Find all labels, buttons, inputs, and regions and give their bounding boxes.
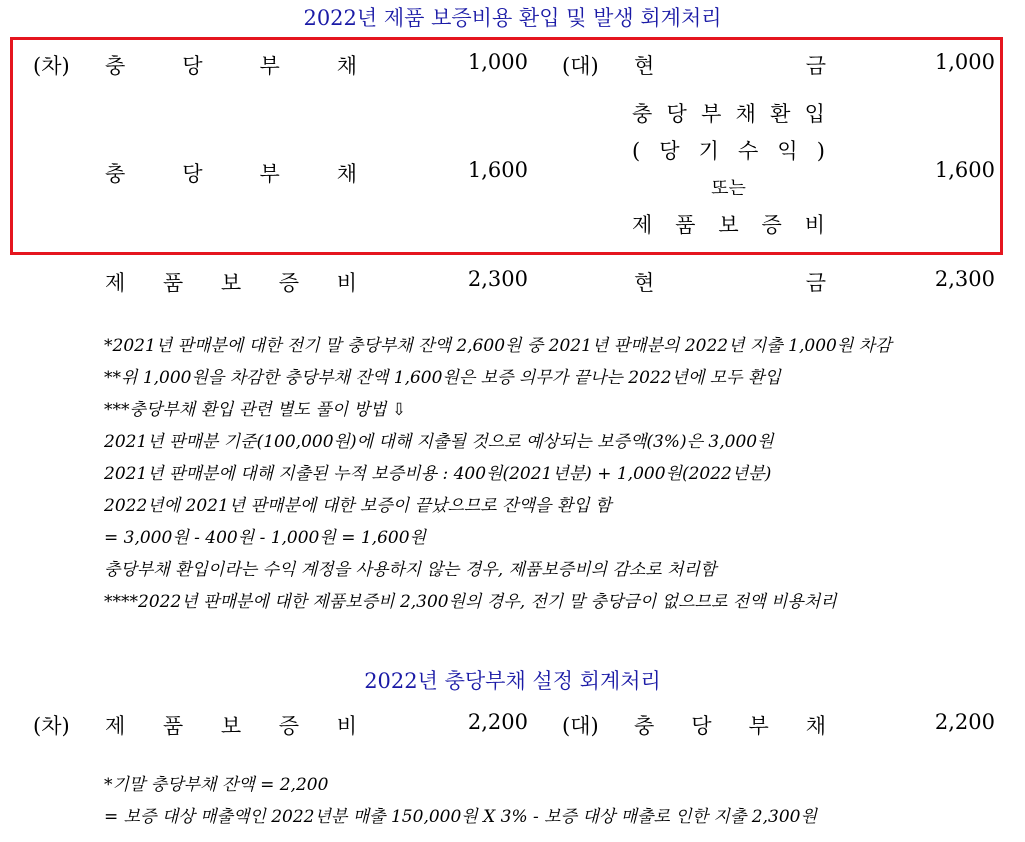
- debit-account: 충 당 부 채: [105, 54, 357, 78]
- credit-account: 현 금: [634, 271, 826, 295]
- debit-amount: 2,300: [467, 267, 528, 291]
- credit-line-reversal: 충 당 부 채 환 입: [632, 102, 825, 126]
- note-line: 2022년에 2021년 판매분에 대한 보증이 끝났으므로 잔액을 환입 함: [104, 496, 612, 516]
- debit-account: 충 당 부 채: [105, 162, 357, 186]
- note-line: **위 1,000원을 차감한 충당부채 잔액 1,600원은 보증 의무가 끝나는 2022년에 모두 환입: [104, 368, 781, 388]
- credit-account: 현 금: [634, 54, 826, 78]
- credit-amount: 2,200: [934, 710, 995, 734]
- journal-entry-row-1: [0, 50, 1025, 90]
- credit-amount: 2,300: [934, 267, 995, 291]
- credit-amount: 1,000: [934, 50, 995, 74]
- debit-amount: 1,600: [467, 158, 528, 182]
- credit-amount: 1,600: [934, 158, 995, 182]
- journal-entry-row-2: [0, 158, 1025, 198]
- journal-entry-provision: [0, 710, 1025, 750]
- debit-amount: 2,200: [467, 710, 528, 734]
- section-title-reversal: 2022년 제품 보증비용 환입 및 발생 회계처리: [303, 6, 722, 30]
- journal-entry-row-3: [0, 267, 1025, 307]
- credit-line-or: 또는: [711, 178, 746, 199]
- note-line: ***충당부채 환입 관련 별도 풀이 방법 ⇩: [104, 400, 407, 420]
- note-line: 2021년 판매분에 대해 지출된 누적 보증비용 : 400원(2021년분) + 1,000원(2022년분): [104, 464, 772, 484]
- note-line: ****2022년 판매분에 대한 제품보증비 2,300원의 경우, 전기 말 충당금이 없으므로 전액 비용처리: [104, 592, 837, 612]
- note-line: = 보증 대상 매출액인 2022년분 매출 150,000원 X 3% - 보증 대상 매출로 인한 지출 2,300원: [104, 807, 817, 827]
- credit-tag: (대): [562, 54, 599, 78]
- credit-account-multiline: [632, 96, 825, 244]
- debit-account: 제 품 보 증 비: [105, 271, 357, 295]
- credit-line-income: ( 당 기 수 익 ): [632, 139, 825, 163]
- debit-account: 제 품 보 증 비: [105, 714, 357, 738]
- note-line: = 3,000원 - 400원 - 1,000원 = 1,600원: [104, 528, 426, 548]
- debit-tag: (차): [33, 714, 70, 738]
- note-line: *2021년 판매분에 대한 전기 말 충당부채 잔액 2,600원 중 2021년 판매분의 2022년 지출 1,000원 차감: [104, 336, 892, 356]
- note-line: *기말 충당부채 잔액 = 2,200: [104, 775, 329, 795]
- credit-account: 충 당 부 채: [634, 714, 826, 738]
- debit-amount: 1,000: [467, 50, 528, 74]
- note-line: 2021년 판매분 기준(100,000원)에 대해 지출될 것으로 예상되는 보증액(3%)은 3,000원: [104, 432, 774, 452]
- credit-line-warranty: 제 품 보 증 비: [632, 213, 825, 237]
- section-title-provision: 2022년 충당부채 설정 회계처리: [364, 669, 661, 693]
- note-line: 충당부채 환입이라는 수익 계정을 사용하지 않는 경우, 제품보증비의 감소로 처리함: [104, 560, 717, 580]
- credit-tag: (대): [562, 714, 599, 738]
- debit-tag: (차): [33, 54, 70, 78]
